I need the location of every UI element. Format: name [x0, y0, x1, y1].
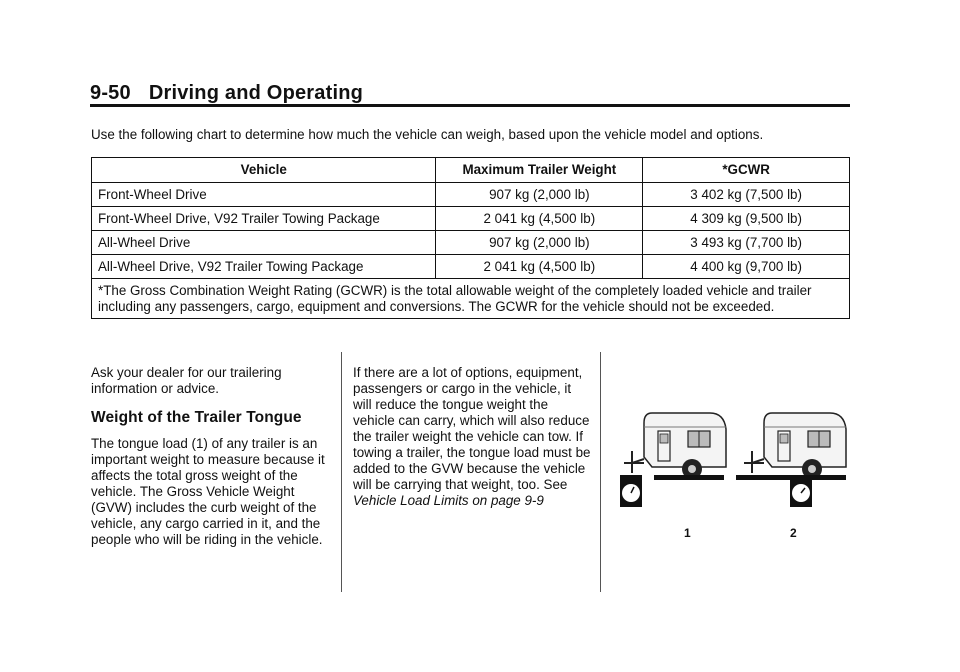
vehicle-cell: All-Wheel Drive — [92, 231, 436, 255]
trailer-2-illustration — [736, 413, 846, 480]
trailer-1-illustration — [620, 413, 726, 480]
page-number: 9-50 — [90, 82, 131, 104]
column-divider — [600, 352, 601, 592]
max-trailer-weight-cell: 907 kg (2,000 lb) — [436, 231, 643, 255]
page-header — [90, 82, 850, 105]
vehicle-cell: Front-Wheel Drive — [92, 183, 436, 207]
figure-label-1: 1 — [684, 526, 691, 540]
tongue-scale-1-icon — [620, 480, 642, 507]
dealer-advice-text: Ask your dealer for our trailering information or advice. — [91, 365, 282, 396]
table-header-row — [92, 158, 850, 183]
gcwr-cell: 3 402 kg (7,500 lb) — [643, 183, 850, 207]
vehicle-cell: All-Wheel Drive, V92 Trailer Towing Package — [92, 255, 436, 279]
load-limits-reference-link[interactable]: Vehicle Load Limits on page 9-9 — [353, 493, 544, 508]
table-row — [92, 207, 850, 231]
table-row — [92, 183, 850, 207]
vehicle-cell: Front-Wheel Drive, V92 Trailer Towing Package — [92, 207, 436, 231]
table-footnote-row — [92, 279, 850, 319]
left-column — [91, 365, 336, 548]
max-trailer-weight-cell: 2 041 kg (4,500 lb) — [436, 207, 643, 231]
gross-weight-scale-2-icon — [790, 480, 812, 507]
gcwr-cell: 4 400 kg (9,700 lb) — [643, 255, 850, 279]
tongue-weight-figure — [614, 407, 854, 547]
header-rule — [90, 104, 850, 107]
max-trailer-weight-cell: 907 kg (2,000 lb) — [436, 183, 643, 207]
gcwr-cell: 3 493 kg (7,700 lb) — [643, 231, 850, 255]
table-row — [92, 255, 850, 279]
figure-label-2: 2 — [790, 526, 797, 540]
gcwr-cell: 4 309 kg (9,500 lb) — [643, 207, 850, 231]
table-header: *GCWR — [643, 158, 850, 183]
trailer-scale-illustration-svg — [614, 407, 854, 547]
table-row — [92, 231, 850, 255]
trailer-weight-table — [91, 157, 850, 319]
gcwr-footnote: *The Gross Combination Weight Rating (GCWR) is the total allowable weight of the completely loaded vehicle and trailer including any passengers, cargo, equipment and conversions. The GCWR for the vehicle should not be exceeded. — [92, 279, 850, 319]
section-title: Driving and Operating — [148, 82, 364, 104]
options-text: If there are a lot of options, equipment, passengers or cargo in the vehicle, it will reduce the tongue weight the vehicle can carry, which will also reduce the trailer weight the vehicle can tow. If towing a trailer, the tongue load must be added to the GVW because the vehicle will be carrying that weight, too. See — [353, 365, 591, 492]
table-header: Vehicle — [92, 158, 436, 183]
tongue-weight-text: The tongue load (1) of any trailer is an important weight to measure because it affects the total gross weight of the vehicle. The Gross Vehicle Weight (GVW) includes the curb weight of the vehicle, any cargo carried in it, and the people who will be riding in the vehicle. — [91, 436, 325, 547]
middle-column — [353, 365, 593, 509]
max-trailer-weight-cell: 2 041 kg (4,500 lb) — [436, 255, 643, 279]
column-divider — [341, 352, 342, 592]
intro-text: Use the following chart to determine how much the vehicle can weigh, based upon the vehicle model and options. — [91, 127, 764, 142]
table-header: Maximum Trailer Weight — [436, 158, 643, 183]
tongue-weight-heading: Weight of the Trailer Tongue — [91, 409, 302, 426]
